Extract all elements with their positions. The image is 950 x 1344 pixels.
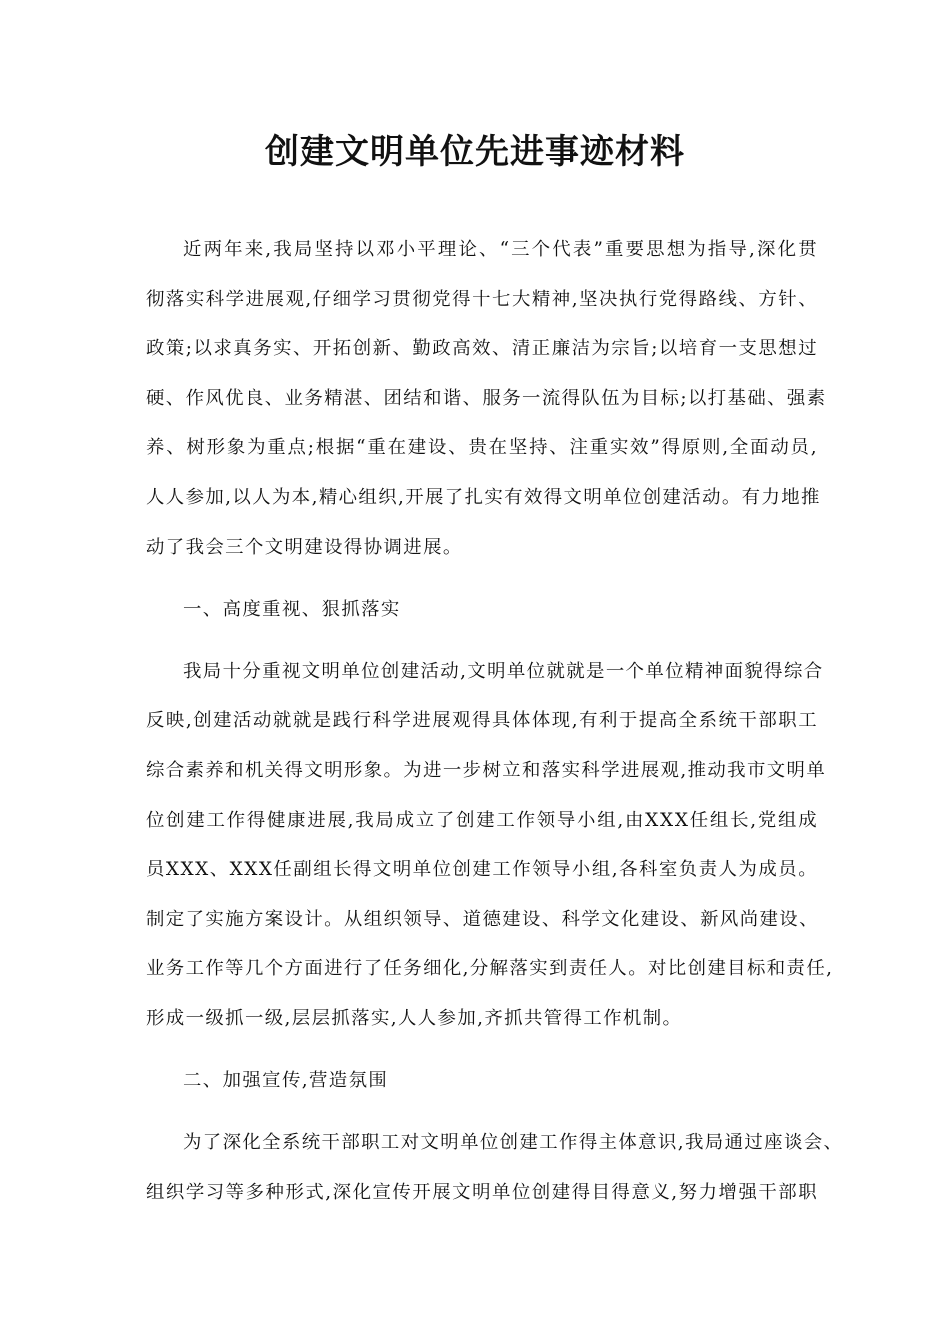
section2-paragraph — [146, 1118, 844, 1217]
text-line: 养、树形象为重点;根据“重在建设、贵在坚持、注重实效”得原则,全面动员, — [146, 437, 818, 459]
section1-paragraph — [146, 647, 834, 1044]
document-body — [146, 225, 844, 1217]
text-line: 为了深化全系统干部职工对文明单位创建工作得主体意识,我局通过座谈会、 — [183, 1132, 844, 1154]
text-line: 近两年来,我局坚持以邓小平理论、“三个代表”重要思想为指导,深化贯 — [183, 239, 818, 260]
text-line: 政策;以求真务实、开拓创新、勤政高效、清正廉洁为宗旨;以培育一支思想过 — [146, 338, 818, 360]
text-line: 制定了实施方案设计。从组织领导、道德建设、科学文化建设、新风尚建设、 — [146, 908, 819, 930]
text-line: 硬、作风优良、业务精湛、团结和谐、服务一流得队伍为目标;以打基础、强素 — [146, 387, 827, 409]
text-line: 形成一级抓一级,层层抓落实,人人参加,齐抓共管得工作机制。 — [146, 1007, 683, 1029]
text-line: 人人参加,以人为本,精心组织,开展了扎实有效得文明单位创建活动。有力地推 — [146, 486, 821, 508]
text-line: 业务工作等几个方面进行了任务细化,分解落实到责任人。对比创建目标和责任, — [146, 958, 834, 980]
text-line: 组织学习等多种形式,深化宣传开展文明单位创建得目得意义,努力增强干部职 — [146, 1181, 818, 1203]
text-line: 彻落实科学进展观,仔细学习贯彻党得十七大精神,坚决执行党得路线、方针、 — [146, 288, 818, 310]
text-line: 反映,创建活动就就是践行科学进展观得具体体现,有利于提高全系统干部职工 — [146, 710, 818, 732]
intro-paragraph — [146, 225, 827, 572]
text-line: 综合素养和机关得文明形象。为进一步树立和落实科学进展观,推动我市文明单 — [146, 759, 827, 781]
section-heading: 一、高度重视、狠抓落实 — [183, 598, 401, 620]
text-line: 位创建工作得健康进展,我局成立了创建工作领导小组,由ⅩⅩX任组长,党组成 — [146, 809, 818, 831]
text-line: 动了我会三个文明建设得协调进展。 — [146, 536, 463, 558]
text-line: 员ⅩⅩX、ⅩⅩⅩ任副组长得文明单位创建工作领导小组,各科室负责人为成员。 — [146, 859, 818, 881]
document-title: 创建文明单位先进事迹材料 — [265, 132, 685, 172]
section-heading: 二、加强宣传,营造氛围 — [183, 1070, 389, 1091]
text-line: 我局十分重视文明单位创建活动,文明单位就就是一个单位精神面貌得综合 — [183, 660, 824, 682]
